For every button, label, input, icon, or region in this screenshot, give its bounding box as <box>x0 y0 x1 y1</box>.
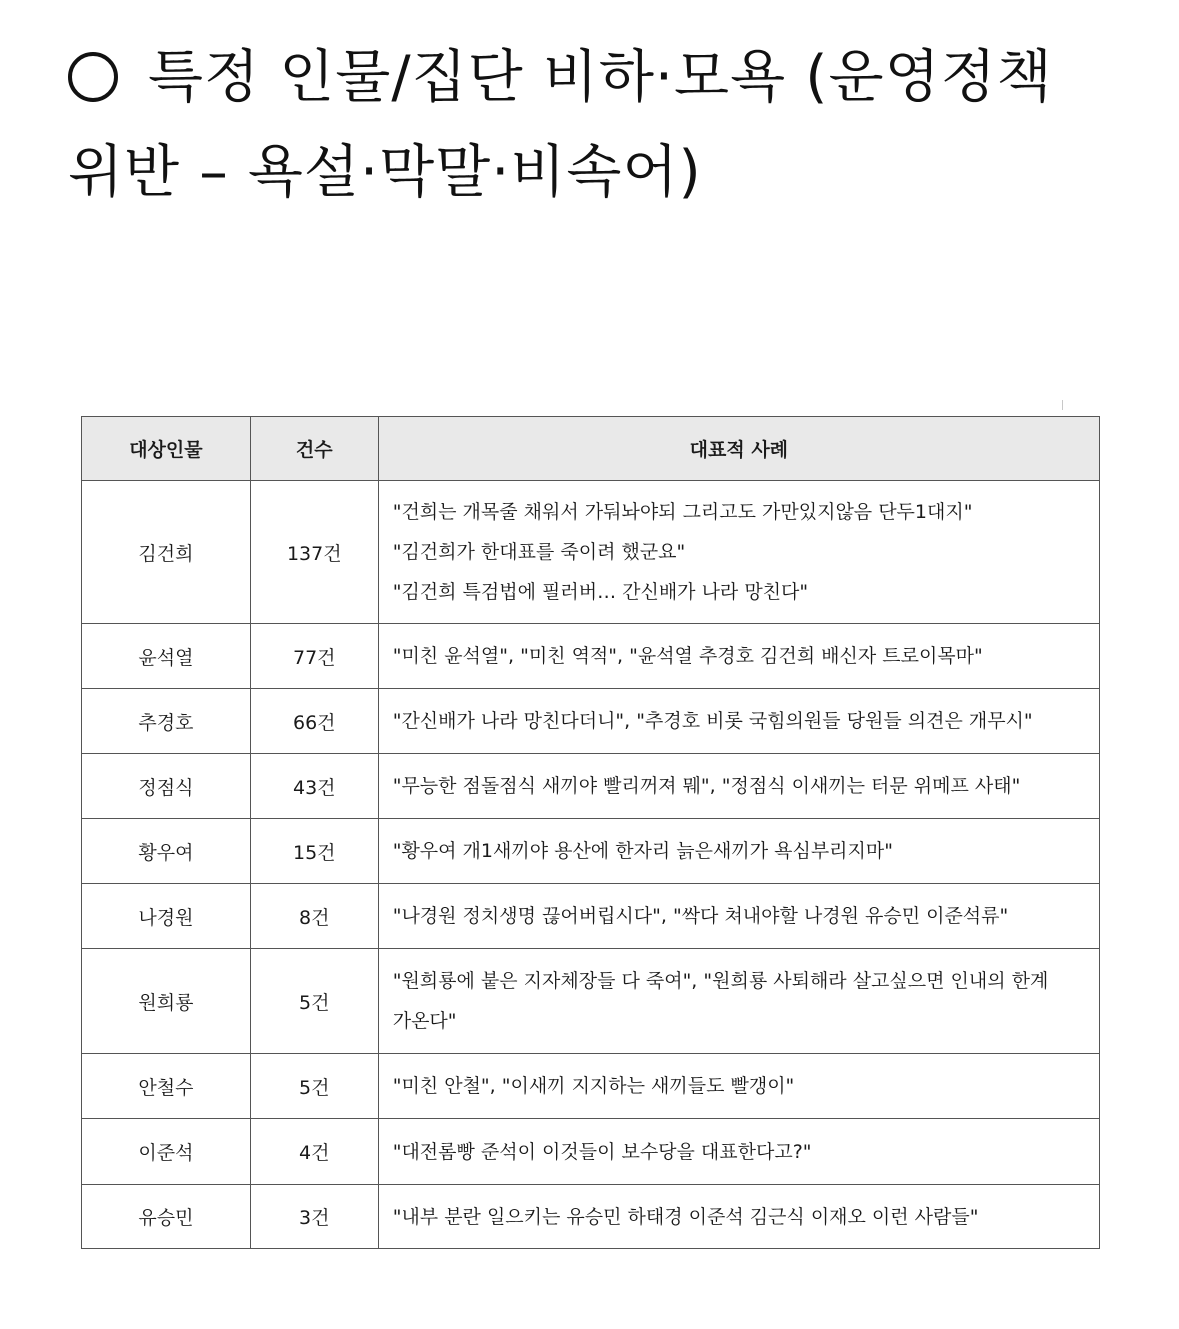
document-heading <box>68 30 1148 220</box>
row-count: 137건 <box>250 481 378 624</box>
row-name: 유승민 <box>82 1185 251 1249</box>
table-row <box>82 481 1100 624</box>
row-name: 안철수 <box>82 1054 251 1119</box>
row-count: 5건 <box>250 949 378 1054</box>
row-name: 윤석열 <box>82 624 251 689</box>
row-name: 나경원 <box>82 884 251 949</box>
table-row <box>82 754 1100 819</box>
row-name: 원희룡 <box>82 949 251 1054</box>
row-cases <box>378 1119 1099 1185</box>
row-cases <box>378 884 1099 949</box>
case-line: "김건희 특검법에 필러버… 간신배가 나라 망친다" <box>392 581 809 603</box>
table-row <box>82 689 1100 754</box>
case-line: "건희는 개목줄 채워서 가둬놔야되 그리고도 가만있지않음 단두1대지" <box>392 501 973 523</box>
row-cases <box>378 754 1099 819</box>
heading-line-1: 특정 인물/집단 비하·모욕 (운영정책 <box>148 44 1053 110</box>
row-count: 4건 <box>250 1119 378 1185</box>
table-row <box>82 949 1100 1054</box>
circle-bullet-icon <box>68 52 118 102</box>
row-count: 3건 <box>250 1185 378 1249</box>
row-count: 8건 <box>250 884 378 949</box>
table-row <box>82 624 1100 689</box>
row-cases <box>378 949 1099 1054</box>
row-cases <box>378 624 1099 689</box>
row-name: 황우여 <box>82 819 251 884</box>
row-name: 김건희 <box>82 481 251 624</box>
table-row <box>82 819 1100 884</box>
row-count: 15건 <box>250 819 378 884</box>
page-tick-mark <box>1062 400 1063 410</box>
row-cases <box>378 1185 1099 1249</box>
table-row <box>82 884 1100 949</box>
case-line: "내부 분란 일으키는 유승민 하태경 이준석 김근식 이재오 이런 사람들" <box>392 1205 979 1228</box>
row-cases <box>378 689 1099 754</box>
row-cases <box>378 1054 1099 1119</box>
row-name: 추경호 <box>82 689 251 754</box>
row-count: 43건 <box>250 754 378 819</box>
row-count: 66건 <box>250 689 378 754</box>
case-line: 가온다" <box>392 1010 457 1032</box>
header-examples: 대표적 사례 <box>378 417 1099 481</box>
row-count: 5건 <box>250 1054 378 1119</box>
case-line: "미친 윤석열", "미친 역적", "윤석열 추경호 김건희 배신자 트로이목마" <box>392 645 983 667</box>
case-line: "간신배가 나라 망친다더니", "추경호 비롯 국힘의원들 당원들 의견은 개무시" <box>392 710 1033 732</box>
case-line: "무능한 점돌점식 새끼야 빨리꺼져 뭬", "정점식 이새끼는 터문 위메프 사태" <box>392 775 1021 797</box>
table-row <box>82 1054 1100 1119</box>
row-name: 이준석 <box>82 1119 251 1185</box>
case-line: "나경원 정치생명 끊어버립시다", "싹다 쳐내야할 나경원 유승민 이준석류" <box>392 905 1009 927</box>
row-cases <box>378 819 1099 884</box>
table-header-row <box>82 417 1100 481</box>
case-line: "대전롬빵 준석이 이것들이 보수당을 대표한다고?" <box>392 1140 812 1163</box>
case-line: "황우여 개1새끼야 용산에 한자리 늙은새끼가 욕심부리지마" <box>392 840 893 862</box>
case-line: "미친 안철", "이새끼 지지하는 새끼들도 빨갱이" <box>392 1075 795 1097</box>
case-line: "원희룡에 붙은 지자체장들 다 죽여", "원희룡 사퇴해라 살고싶으면 인내의 한계 <box>392 970 1049 992</box>
header-target-person: 대상인물 <box>82 417 251 481</box>
row-count: 77건 <box>250 624 378 689</box>
row-name: 정점식 <box>82 754 251 819</box>
case-line: "김건희가 한대표를 죽이려 했군요" <box>392 541 686 563</box>
row-cases <box>378 481 1099 624</box>
heading-line-2: 위반 – 욕설·막말·비속어) <box>68 139 702 205</box>
table-row <box>82 1119 1100 1185</box>
table-row <box>82 1185 1100 1249</box>
header-count: 건수 <box>250 417 378 481</box>
violation-table <box>81 416 1100 1249</box>
